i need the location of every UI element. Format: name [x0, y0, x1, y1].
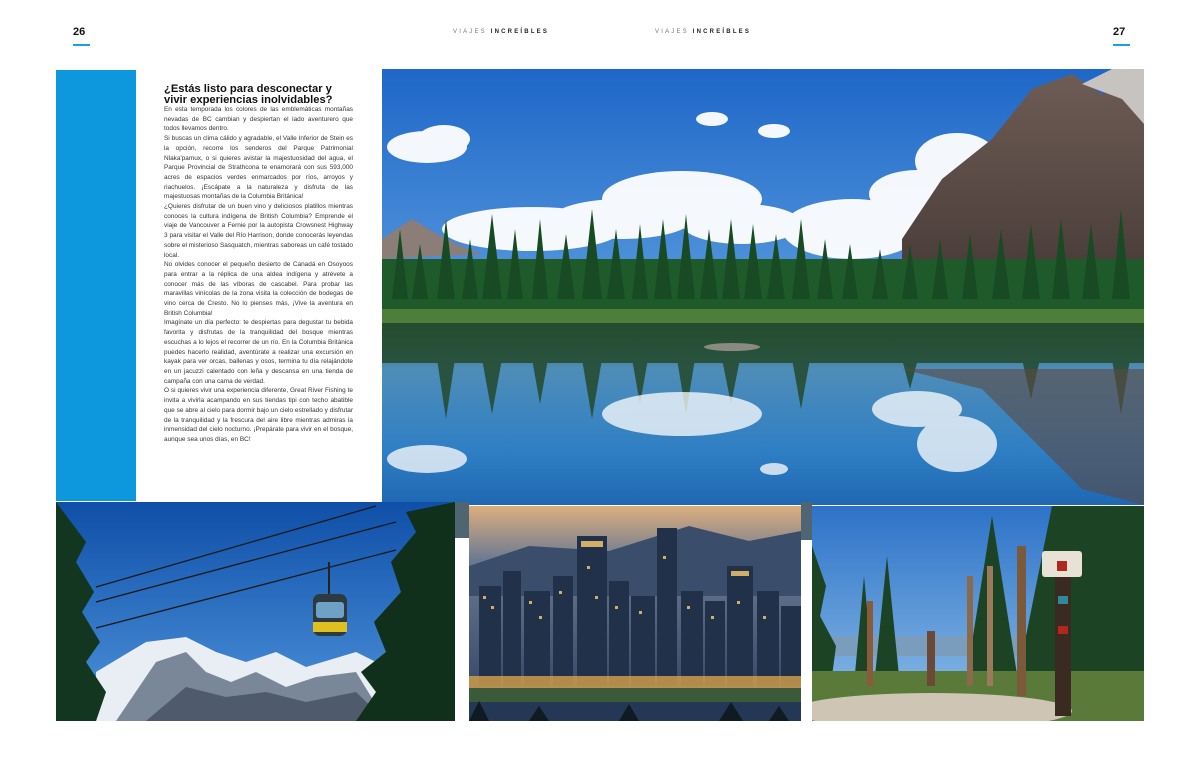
article [164, 84, 353, 445]
running-head-left-prefix: VIAJES [453, 29, 487, 35]
photo-border-strip [801, 502, 812, 540]
page-number-right [1113, 26, 1125, 38]
blue-accent-block [56, 70, 136, 501]
article-paragraph: Imagínate un día perfecto: te despiertas para degustar tu bebida favorita y disfrutas de la tranquilidad del bosque mientras escuchas a lo lejos el recorrer de un río. En la Columbia Británica puedes hacerlo realidad, aventúrate a realizar una excursión en kayak para ver orcas, ballenas y osos, termina tu día relajándote en un jacuzzi calentado con leña y descansa en una tienda de campaña con una cama de verdad. [164, 319, 353, 385]
page-number-right-text: 27 [1113, 26, 1126, 38]
running-head-right-emphasis: INCREÍBLES [692, 29, 752, 35]
article-paragraph: No olvides conocer el pequeño desierto de Canadá en Osoyoos para entrar a la réplica de una aldea indígena y atrévete a conocer más de las víboras de cascabel. Para probar las maravillas vinícolas de la zona visita la colección de bodegas de vino cerca de Cresto. No lo pienses más, ¡Vive la aventura en British Columbia! [164, 261, 353, 317]
running-head-right [655, 29, 751, 35]
running-head-left-emphasis: INCREÍBLES [490, 29, 550, 35]
running-head-left [453, 29, 549, 35]
article-paragraph: Si buscas un clima cálido y agradable, el Valle Inferior de Stein es la opción, recorre los senderos del Parque Patrimonial Nlaka'pamux, o si quieres avistar la majestuosidad del agua, el Parque Provincial de Strathcona te enamorará con sus 593,000 acres de espacios verdes enmarcados por ríos, arroyos y riachuelos. ¡Escápate a la naturaleza y disfruta de las majestuosas montañas de la Columbia Británica! [164, 135, 353, 201]
vancouver-skyline-photo [469, 506, 801, 721]
article-paragraph: O si quieres vivir una experiencia diferente, Great River Fishing te invita a vivirla acampando en sus tiendas tipi con techo abatible que se abre al cielo para dormir bajo un cielo estrellado y disfrutar de la tranquilidad y la frescura del aire libre mientras admiras la inmensidad del cielo nocturno. ¡Prepárate para vivir en el bosque, aunque sea unos días, en BC! [164, 387, 353, 443]
gondola-photo [56, 502, 455, 721]
page-number-left [73, 26, 85, 38]
page-number-left-underline [73, 44, 90, 46]
totem-poles-photo [812, 506, 1144, 721]
page-number-right-underline [1113, 44, 1130, 46]
photo-border-strip [455, 502, 469, 538]
lake-mountain-photo [382, 69, 1144, 505]
article-paragraph: ¿Quieres disfrutar de un buen vino y deliciosos platillos mientras conoces la cultura indígena de British Columbia? Emprende el viaje de Vancouver a Fernie por la autopista Crowsnest Highway 3 para visitar el Valle del Río Harrison, donde conocerás leyendas sobre el misterioso Sasquatch, mientras saboreas un café tostado local. [164, 203, 353, 259]
running-head-right-prefix: VIAJES [655, 29, 689, 35]
page-number-left-text: 26 [73, 26, 86, 38]
article-headline: ¿Estás listo para desconectar y vivir experiencias inolvidables? [164, 83, 333, 106]
article-paragraph: En esta temporada los colores de las emblemáticas montañas nevadas de BC cambian y despiertan el lado aventurero que todos llevamos dentro. [164, 106, 353, 133]
